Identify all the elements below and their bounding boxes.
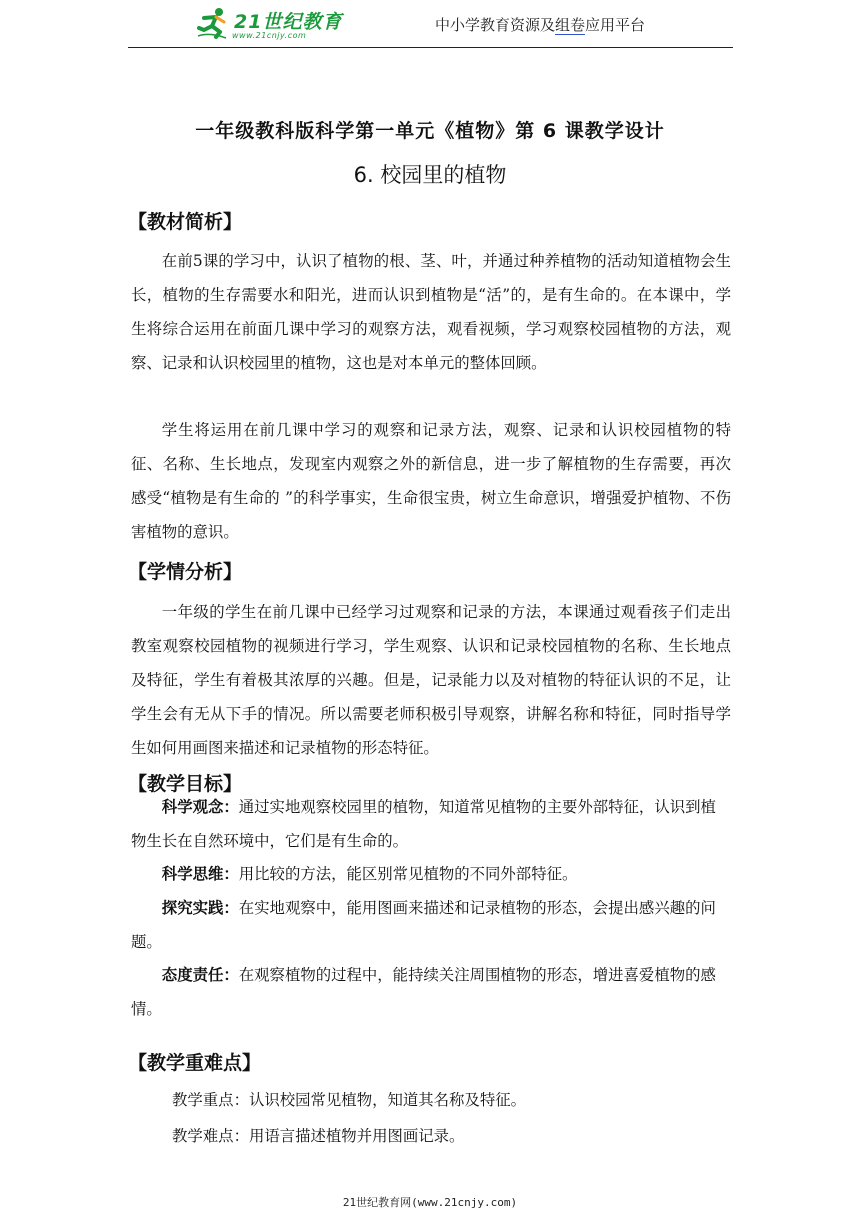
logo-text: 21世纪教育 [234,11,343,33]
goal-text: 通过实地观察校园里的植物，知道常见植物的主要外部特征，认识到植物生长在自然环境中，它们是有生命的。 [131,798,716,850]
key-point: 教学重点：认识校园常见植物，知道其名称及特征。 [172,1091,526,1109]
goal-label: 科学观念： [161,798,239,816]
page-footer: 21世纪教育网(www.21cnjy.com) [342,1196,518,1209]
runner-logo-icon [196,6,230,40]
logo-url: www.21cnjy.com [232,31,307,40]
logo[interactable] [196,6,356,42]
lesson-title: 6. 校园里的植物 [353,163,507,187]
platform-name [435,14,645,35]
platform-name-link[interactable]: 组卷 [554,16,585,34]
goal-label: 态度责任： [161,966,239,984]
section-heading-keys: 【教学重难点】 [128,1052,262,1074]
materials-paragraph-1: 在前5课的学习中，认识了植物的根、茎、叶，并通过种养植物的活动知道植物会生长，植物的生存需要水和阳光，进而认识到植物是“活”的，是有生命的。在本课中，学生将综合运用在前面几课中学习的观察方法，观看视频，学习观察校园植物的方法，观察、记录和认识校园里的植物，这也是对本单元的整体回顾。 [131,252,731,372]
goal-item [131,857,731,891]
goal-item [131,958,731,1026]
goal-label: 科学思维： [161,865,239,883]
section-heading-materials: 【教材简析】 [128,211,243,233]
section-heading-goals: 【教学目标】 [128,773,243,795]
goal-item [131,891,731,959]
goal-text: 在观察植物的过程中，能持续关注周围植物的形态，增进喜爱植物的感情。 [131,966,716,1018]
materials-paragraph-2: 学生将运用在前几课中学习的观察和记录方法，观察、记录和认识校园植物的特征、名称、生长地点，发现室内观察之外的新信息，进一步了解植物的生存需要，再次感受“植物是有生命的 ”的科学事实，生命很宝贵，树立生命意识，增强爱护植物、不伤害植物的意识。 [131,421,731,541]
goal-label: 探究实践： [161,899,239,917]
document-title: 一年级教科版科学第一单元《植物》第 6 课教学设计 [195,120,665,142]
goal-item [131,790,731,858]
page-header [128,0,733,48]
difficult-point: 教学难点：用语言描述植物并用图画记录。 [172,1127,465,1145]
platform-name-pre: 中小学教育资源及 [434,16,555,34]
goal-text: 在实地观察中，能用图画来描述和记录植物的形态，会提出感兴趣的问题。 [131,899,716,951]
section-heading-students: 【学情分析】 [128,561,243,583]
platform-name-post: 应用平台 [584,16,645,34]
students-paragraph: 一年级的学生在前几课中已经学习过观察和记录的方法，本课通过观看孩子们走出教室观察校园植物的视频进行学习，学生观察、认识和记录校园植物的名称、生长地点及特征，学生有着极其浓厚的兴趣。但是，记录能力以及对植物的特征认识的不足，让学生会有无从下手的情况。所以需要老师积极引导观察，讲解名称和特征，同时指导学生如何用画图来描述和记录植物的形态特征。 [131,603,731,757]
goal-text: 用比较的方法，能区别常见植物的不同外部特征。 [238,865,578,883]
